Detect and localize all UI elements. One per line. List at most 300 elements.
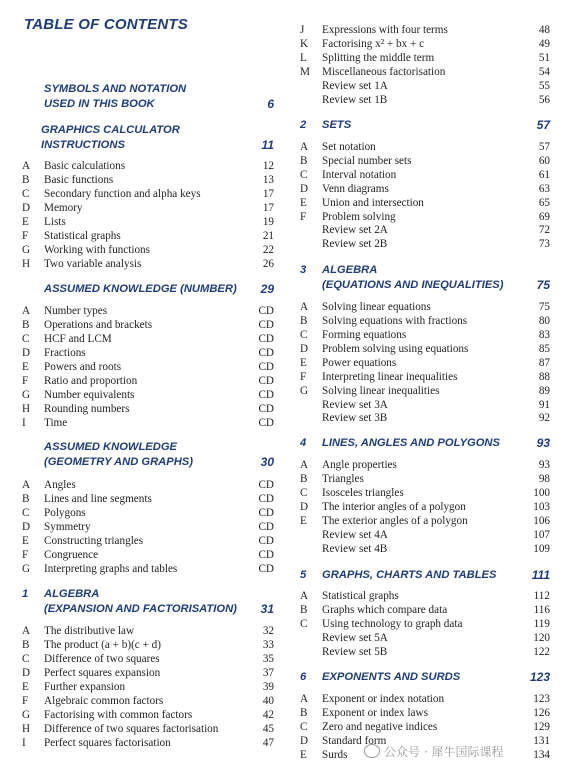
entry-page: 98 (538, 473, 550, 485)
entry-page: 134 (533, 749, 550, 761)
section-number: 6 (300, 671, 307, 683)
entry-page: 39 (262, 681, 274, 693)
entry-page: 116 (533, 604, 550, 616)
entry-title: Splitting the middle term (322, 52, 435, 64)
entry-page: 48 (538, 24, 550, 36)
entry-page: 61 (538, 169, 550, 181)
entry-page: 32 (262, 625, 274, 637)
entry-title: Ratio and proportion (44, 375, 138, 387)
page-title: TABLE OF CONTENTS (24, 16, 188, 33)
section-title-line1: GRAPHS, CHARTS AND TABLES (322, 569, 497, 581)
toc-entry[interactable] (300, 182, 552, 196)
toc-entry[interactable] (300, 51, 552, 65)
section-title-line2: INSTRUCTIONS (41, 139, 125, 151)
entry-letter: F (22, 230, 29, 242)
entry-letter: D (300, 735, 309, 747)
entry-page: 88 (538, 371, 550, 383)
entry-page: 42 (262, 709, 274, 721)
toc-entry[interactable] (300, 300, 552, 314)
entry-title: Symmetry (44, 521, 91, 533)
entry-title: Solving linear inequalities (322, 385, 440, 397)
toc-entry[interactable] (22, 304, 276, 318)
entry-title: Difference of two squares factorisation (44, 723, 219, 735)
entry-title: Perfect squares expansion (44, 667, 161, 679)
entry-letter: H (22, 723, 31, 735)
entry-letter: A (300, 693, 309, 705)
entry-title: Statistical graphs (322, 590, 399, 602)
entry-page: 80 (538, 315, 550, 327)
entry-letter: F (300, 211, 307, 223)
entry-letter: A (22, 160, 31, 172)
toc-entry[interactable] (22, 332, 276, 346)
entry-title: Zero and negative indices (322, 721, 438, 733)
toc-entry[interactable] (300, 210, 552, 224)
toc-entry[interactable] (300, 458, 552, 472)
entry-title: Isosceles triangles (322, 487, 404, 499)
entry-letter: D (22, 521, 31, 533)
toc-entry[interactable] (300, 706, 552, 720)
toc-entry[interactable] (22, 694, 276, 708)
entry-letter: E (22, 216, 29, 228)
toc-entry[interactable] (300, 617, 552, 631)
section-page: 31 (260, 602, 274, 616)
section-page: 111 (531, 568, 550, 582)
entry-page: 13 (262, 174, 274, 186)
entry-title: Basic functions (44, 174, 114, 186)
entry-title: Review set 3A (322, 399, 388, 411)
entry-letter: G (22, 563, 31, 575)
entry-page: CD (258, 347, 274, 359)
entry-letter: B (300, 473, 308, 485)
entry-title: Powers and roots (44, 361, 122, 373)
entry-title: The distributive law (44, 625, 135, 637)
toc-entry[interactable] (22, 492, 276, 506)
section-page: 11 (261, 138, 274, 152)
entry-letter: A (300, 141, 309, 153)
entry-letter: G (22, 709, 31, 721)
entry-page: 93 (538, 459, 550, 471)
section-title-line1: ASSUMED KNOWLEDGE (44, 441, 178, 453)
entry-page: CD (258, 305, 274, 317)
entry-page: 109 (533, 543, 550, 555)
entry-letter: F (300, 371, 307, 383)
entry-page: CD (258, 521, 274, 533)
entry-page: 33 (262, 639, 274, 651)
entry-letter: B (300, 315, 308, 327)
entry-letter: D (22, 202, 31, 214)
toc-entry[interactable] (22, 506, 276, 520)
entry-letter: D (300, 501, 309, 513)
entry-page: 65 (538, 197, 550, 209)
toc-entry[interactable] (300, 140, 552, 154)
entry-letter: B (22, 493, 30, 505)
entry-title: Special number sets (322, 155, 412, 167)
entry-letter: A (300, 459, 309, 471)
entry-page: 40 (262, 695, 274, 707)
toc-entry[interactable] (22, 318, 276, 332)
entry-letter: M (300, 66, 310, 78)
toc-entry[interactable] (300, 356, 552, 370)
toc-entry[interactable] (300, 384, 552, 398)
entry-letter: E (22, 535, 29, 547)
entry-letter: E (300, 515, 307, 527)
entry-title: Secondary function and alpha keys (44, 188, 201, 200)
section-title-line2: (GEOMETRY AND GRAPHS) (44, 456, 193, 468)
entry-letter: E (22, 681, 29, 693)
entry-title: Fractions (44, 347, 86, 359)
section-page: 93 (536, 436, 550, 450)
section-title-line1: GRAPHICS CALCULATOR (41, 124, 180, 136)
toc-entry[interactable] (300, 168, 552, 182)
entry-page: 22 (262, 244, 274, 256)
entry-title: Polygons (44, 507, 86, 519)
entry-page: CD (258, 375, 274, 387)
entry-title: Time (44, 417, 68, 429)
toc-entry[interactable] (22, 562, 276, 576)
toc-entry[interactable] (22, 374, 276, 388)
entry-page: 83 (538, 329, 550, 341)
entry-title: Difference of two squares (44, 653, 160, 665)
entry-title: Review set 5A (322, 632, 388, 644)
entry-title: The interior angles of a polygon (322, 501, 466, 513)
entry-title: Venn diagrams (322, 183, 389, 195)
entry-title: Perfect squares factorisation (44, 737, 171, 749)
toc-entry[interactable] (22, 722, 276, 736)
entry-title: Review set 5B (322, 646, 388, 658)
entry-page: 35 (262, 653, 274, 665)
entry-page: 12 (262, 160, 274, 172)
entry-page: 100 (533, 487, 550, 499)
entry-page: 45 (262, 723, 274, 735)
entry-letter: A (22, 479, 31, 491)
entry-title: Rounding numbers (44, 403, 130, 415)
entry-page: 37 (262, 667, 274, 679)
entry-title: Angles (44, 479, 76, 491)
entry-page: 103 (533, 501, 550, 513)
entry-letter: C (300, 487, 308, 499)
section-title-line1: EXPONENTS AND SURDS (322, 671, 461, 683)
toc-entry[interactable] (300, 720, 552, 734)
entry-title: Review set 2A (322, 224, 388, 236)
toc-entry[interactable] (22, 257, 276, 271)
entry-page: CD (258, 361, 274, 373)
entry-page: 54 (538, 66, 550, 78)
section-page: 75 (536, 278, 550, 292)
entry-letter: G (22, 244, 31, 256)
entry-letter: E (300, 749, 307, 761)
entry-page: 63 (538, 183, 550, 195)
section-page: 57 (536, 118, 550, 132)
entry-page: 91 (538, 399, 550, 411)
entry-page: CD (258, 563, 274, 575)
entry-letter: E (300, 197, 307, 209)
toc-entry[interactable] (300, 528, 552, 542)
entry-page: CD (258, 479, 274, 491)
entry-title: Review set 2B (322, 238, 388, 250)
entry-page: 107 (533, 529, 550, 541)
toc-entry[interactable] (22, 666, 276, 680)
toc-entry[interactable] (300, 237, 552, 251)
toc-entry[interactable] (300, 342, 552, 356)
toc-entry[interactable] (300, 589, 552, 603)
toc-entry[interactable] (300, 631, 552, 645)
toc-entry[interactable] (22, 346, 276, 360)
entry-page: 69 (538, 211, 550, 223)
toc-entry[interactable] (22, 478, 276, 492)
entry-page: 92 (538, 412, 550, 424)
entry-page: CD (258, 417, 274, 429)
entry-title: Lines and line segments (44, 493, 152, 505)
entry-title: Miscellaneous factorisation (322, 66, 446, 78)
section-title-line1: ALGEBRA (322, 264, 378, 276)
entry-page: CD (258, 403, 274, 415)
entry-letter: B (300, 604, 308, 616)
entry-title: Basic calculations (44, 160, 126, 172)
entry-page: CD (258, 333, 274, 345)
section-number: 5 (300, 569, 307, 581)
toc-entry[interactable] (300, 692, 552, 706)
toc-entry[interactable] (22, 388, 276, 402)
section-title-line1: ALGEBRA (44, 588, 100, 600)
entry-title: Solving equations with fractions (322, 315, 468, 327)
entry-letter: G (300, 385, 309, 397)
toc-entry[interactable] (300, 370, 552, 384)
entry-title: Problem solving (322, 211, 396, 223)
entry-page: 19 (262, 216, 274, 228)
toc-entry[interactable] (22, 736, 276, 750)
entry-title: Power equations (322, 357, 397, 369)
entry-title: Exponent or index notation (322, 693, 445, 705)
section-title-line1: SETS (322, 119, 352, 131)
entry-title: Working with functions (44, 244, 150, 256)
entry-title: Triangles (322, 473, 364, 485)
entry-title: Interval notation (322, 169, 397, 181)
entry-title: Factorising with common factors (44, 709, 193, 721)
entry-title: Number equivalents (44, 389, 135, 401)
entry-page: 47 (262, 737, 274, 749)
entry-letter: B (300, 155, 308, 167)
entry-title: Angle properties (322, 459, 397, 471)
watermark-text: 公众号 · 犀牛国际课程 (384, 745, 504, 759)
entry-title: Further expansion (44, 681, 126, 693)
section-title-line1: LINES, ANGLES AND POLYGONS (322, 437, 500, 449)
entry-letter: C (300, 329, 308, 341)
entry-letter: A (300, 590, 309, 602)
entry-page: CD (258, 535, 274, 547)
entry-page: 87 (538, 357, 550, 369)
entry-title: Using technology to graph data (322, 618, 463, 630)
entry-letter: F (22, 549, 29, 561)
entry-page: CD (258, 507, 274, 519)
toc-entry[interactable] (300, 603, 552, 617)
entry-page: 21 (262, 230, 274, 242)
toc-entry[interactable] (300, 223, 552, 237)
entry-page: CD (258, 389, 274, 401)
toc-entry[interactable] (22, 187, 276, 201)
entry-title: Number types (44, 305, 108, 317)
entry-letter: A (300, 301, 309, 313)
section-title-line2: (EQUATIONS AND INEQUALITIES) (322, 279, 504, 291)
entry-letter: H (22, 258, 31, 270)
entry-title: Factorising x² + bx + c (322, 38, 425, 50)
section-title-line2: (EXPANSION AND FACTORISATION) (44, 603, 237, 615)
entry-letter: C (22, 188, 30, 200)
entry-page: 89 (538, 385, 550, 397)
entry-title: Two variable analysis (44, 258, 142, 270)
entry-title: Problem solving using equations (322, 343, 469, 355)
entry-title: Forming equations (322, 329, 407, 341)
entry-letter: C (300, 721, 308, 733)
entry-letter: A (22, 625, 31, 637)
entry-title: The product (a + b)(c + d) (44, 639, 161, 651)
entry-title: Lists (44, 216, 66, 228)
entry-page: CD (258, 549, 274, 561)
toc-entry[interactable] (22, 534, 276, 548)
toc-entry[interactable] (300, 645, 552, 659)
wechat-icon (364, 744, 380, 758)
toc-entry[interactable] (300, 411, 552, 425)
entry-page: 49 (538, 38, 550, 50)
toc-entry[interactable] (300, 472, 552, 486)
toc-entry[interactable] (300, 37, 552, 51)
toc-entry[interactable] (22, 243, 276, 257)
entry-page: 17 (262, 202, 274, 214)
entry-letter: K (300, 38, 309, 50)
toc-entry[interactable] (300, 79, 552, 93)
entry-title: Congruence (44, 549, 99, 561)
toc-entry[interactable] (300, 514, 552, 528)
entry-page: 112 (533, 590, 550, 602)
toc-entry[interactable] (300, 500, 552, 514)
entry-title: Graphs which compare data (322, 604, 448, 616)
entry-page: 72 (538, 224, 550, 236)
entry-title: Exponent or index laws (322, 707, 428, 719)
entry-page: 106 (533, 515, 550, 527)
entry-page: 57 (538, 141, 550, 153)
section-title-line1: SYMBOLS AND NOTATION (44, 83, 187, 95)
entry-title: Review set 1A (322, 80, 388, 92)
entry-title: Interpreting linear inequalities (322, 371, 458, 383)
toc-entry[interactable] (22, 708, 276, 722)
section-page: 6 (267, 97, 274, 111)
entry-title: Statistical graphs (44, 230, 121, 242)
entry-letter: L (300, 52, 307, 64)
entry-letter: C (22, 507, 30, 519)
toc-entry[interactable] (22, 201, 276, 215)
entry-page: 123 (533, 693, 550, 705)
entry-letter: C (300, 618, 308, 630)
entry-title: Solving linear equations (322, 301, 431, 313)
entry-letter: B (22, 319, 30, 331)
section-page: 30 (260, 455, 274, 469)
toc-entry[interactable] (22, 652, 276, 666)
entry-letter: C (300, 169, 308, 181)
toc-entry[interactable] (22, 520, 276, 534)
toc-entry[interactable] (22, 159, 276, 173)
toc-entry[interactable] (300, 542, 552, 556)
toc-entry[interactable] (22, 402, 276, 416)
entry-page: CD (258, 493, 274, 505)
toc-entry[interactable] (300, 486, 552, 500)
entry-page: CD (258, 319, 274, 331)
entry-title: Set notation (322, 141, 376, 153)
entry-letter: B (22, 174, 30, 186)
entry-letter: C (22, 653, 30, 665)
section-page: 29 (260, 282, 274, 296)
entry-page: 120 (533, 632, 550, 644)
entry-page: 75 (538, 301, 550, 313)
toc-entry[interactable] (22, 624, 276, 638)
toc-entry[interactable] (300, 314, 552, 328)
entry-title: Algebraic common factors (44, 695, 164, 707)
entry-letter: B (22, 639, 30, 651)
section-number: 2 (300, 119, 307, 131)
toc-entry[interactable] (300, 65, 552, 79)
watermark (364, 743, 503, 760)
entry-page: 119 (533, 618, 550, 630)
entry-letter: B (300, 707, 308, 719)
toc-entry[interactable] (22, 215, 276, 229)
entry-title: Surds (322, 749, 348, 761)
entry-title: Constructing triangles (44, 535, 144, 547)
entry-letter: F (22, 695, 29, 707)
toc-entry[interactable] (22, 229, 276, 243)
toc-entry[interactable] (22, 638, 276, 652)
toc-entry[interactable] (300, 328, 552, 342)
toc-entry[interactable] (22, 680, 276, 694)
entry-page: 17 (262, 188, 274, 200)
entry-page: 122 (533, 646, 550, 658)
entry-title: Operations and brackets (44, 319, 153, 331)
entry-letter: H (22, 403, 31, 415)
entry-title: Memory (44, 202, 83, 214)
section-title-line1: ASSUMED KNOWLEDGE (NUMBER) (44, 283, 237, 295)
section-number: 1 (22, 588, 29, 600)
entry-title: Interpreting graphs and tables (44, 563, 178, 575)
toc-entry[interactable] (22, 548, 276, 562)
entry-title: Review set 1B (322, 94, 388, 106)
entry-letter: G (22, 389, 31, 401)
toc-entry[interactable] (300, 23, 552, 37)
entry-letter: D (22, 667, 31, 679)
entry-letter: I (22, 737, 26, 749)
toc-entry[interactable] (300, 154, 552, 168)
toc-entry[interactable] (300, 93, 552, 107)
toc-entry[interactable] (22, 173, 276, 187)
section-page: 123 (529, 670, 550, 684)
toc-entry[interactable] (300, 398, 552, 412)
toc-entry[interactable] (22, 416, 276, 430)
toc-entry[interactable] (22, 360, 276, 374)
section-title-line2: USED IN THIS BOOK (44, 98, 155, 110)
entry-title: Review set 3B (322, 412, 388, 424)
entry-letter: D (22, 347, 31, 359)
entry-letter: D (300, 343, 309, 355)
toc-entry[interactable] (300, 196, 552, 210)
entry-title: Expressions with four terms (322, 24, 448, 36)
entry-page: 56 (538, 94, 550, 106)
section-number: 3 (300, 264, 307, 276)
entry-title: Standard form (322, 735, 387, 747)
entry-title: Review set 4B (322, 543, 388, 555)
entry-letter: C (22, 333, 30, 345)
entry-title: Review set 4A (322, 529, 388, 541)
section-number: 4 (300, 437, 307, 449)
entry-page: 129 (533, 721, 550, 733)
entry-title: Union and intersection (322, 197, 424, 209)
entry-letter: J (300, 24, 305, 36)
entry-page: 85 (538, 343, 550, 355)
